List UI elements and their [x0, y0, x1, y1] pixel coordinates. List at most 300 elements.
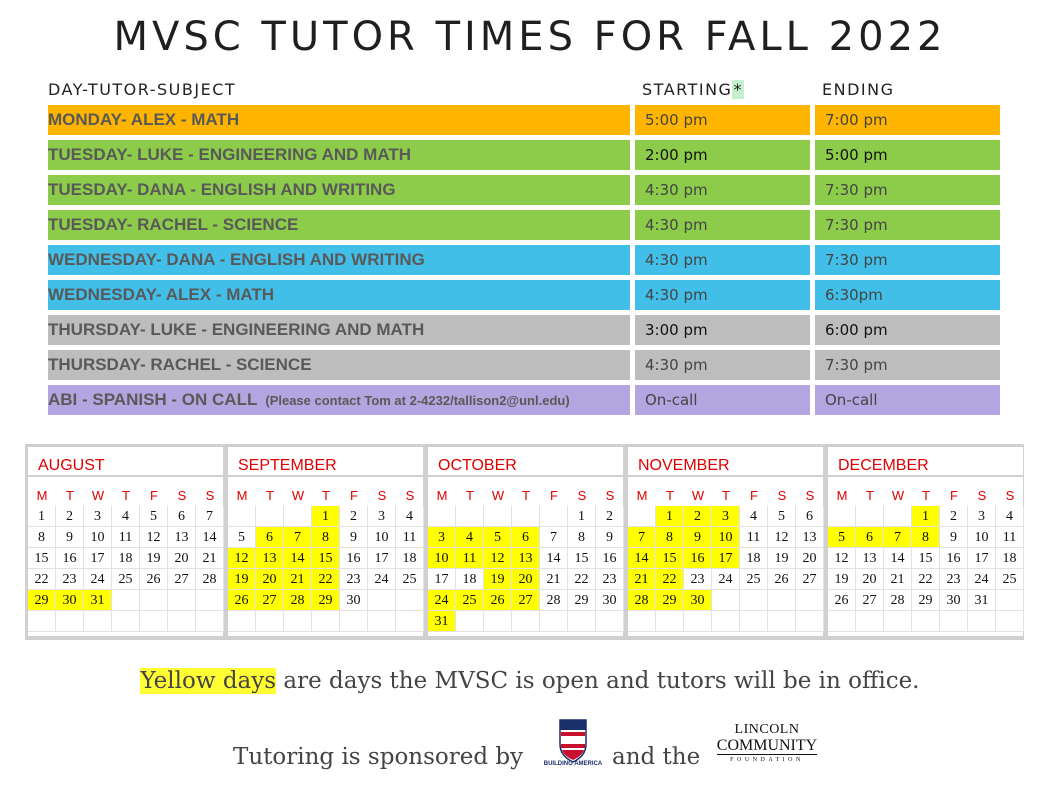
calendar-day: 27 — [856, 590, 884, 611]
calendar-day: 13 — [796, 527, 824, 548]
calendar-empty-cell — [540, 611, 568, 632]
calendar-day: 18 — [996, 548, 1024, 569]
calendar-day: 29 — [568, 590, 596, 611]
schedule-row-end: 5:00 pm — [815, 140, 1000, 170]
calendar-empty-cell — [996, 611, 1024, 632]
header-ending: ENDING — [822, 80, 895, 99]
calendar-day: 19 — [228, 569, 256, 590]
calendar-day: 25 — [396, 569, 424, 590]
calendar-empty-cell — [828, 506, 856, 527]
weekday-label: T — [66, 488, 74, 503]
calendar-day: 3 — [368, 506, 396, 527]
calendar-empty-cell — [228, 611, 256, 632]
calendar-day: 29 — [28, 590, 56, 611]
calendar-empty-cell — [856, 506, 884, 527]
calendar-day: 17 — [712, 548, 740, 569]
calendar — [25, 444, 1024, 640]
calendar-day: 23 — [340, 569, 368, 590]
calendar-day: 5 — [768, 506, 796, 527]
weekday-label: S — [777, 488, 787, 503]
calendar-day: 17 — [428, 569, 456, 590]
calendar-day: 25 — [112, 569, 140, 590]
calendar-empty-cell — [796, 590, 824, 611]
calendar-empty-cell — [168, 611, 196, 632]
calendar-day: 15 — [656, 548, 684, 569]
schedule-row-label: MONDAY- ALEX - MATH — [48, 110, 240, 129]
schedule-row-start: 2:00 pm — [635, 140, 810, 170]
schedule-row-label: TUESDAY- DANA - ENGLISH AND WRITING — [48, 180, 396, 199]
calendar-empty-cell — [596, 611, 624, 632]
calendar-empty-cell — [856, 611, 884, 632]
weekday-label: S — [577, 488, 587, 503]
calendar-day: 21 — [884, 569, 912, 590]
calendar-day: 4 — [396, 506, 424, 527]
header-day-tutor-subject: DAY-TUTOR-SUBJECT — [48, 80, 237, 99]
calendar-empty-cell — [768, 590, 796, 611]
schedule-row-label: TUESDAY- LUKE - ENGINEERING AND MATH — [48, 145, 412, 164]
weekday-label: T — [322, 488, 330, 503]
calendar-day: 22 — [28, 569, 56, 590]
calendar-empty-cell — [740, 611, 768, 632]
calendar-month — [628, 447, 823, 636]
calendar-day: 15 — [912, 548, 940, 569]
weekday-label: M — [36, 488, 48, 503]
schedule-row-name — [48, 385, 630, 415]
calendar-day: 5 — [484, 527, 512, 548]
calendar-day: 16 — [684, 548, 712, 569]
calendar-day: 12 — [828, 548, 856, 569]
weekday-label: F — [550, 488, 558, 503]
calendar-empty-cell — [740, 590, 768, 611]
calendar-day: 9 — [684, 527, 712, 548]
calendar-day: 10 — [968, 527, 996, 548]
month-title: AUGUST — [28, 447, 223, 477]
weekday-label: T — [722, 488, 730, 503]
sponsor-text: Tutoring is sponsored by — [233, 744, 524, 770]
calendar-day: 13 — [856, 548, 884, 569]
calendar-day: 9 — [940, 527, 968, 548]
weekday-label: W — [491, 488, 505, 503]
calendar-day: 11 — [996, 527, 1024, 548]
calendar-day: 19 — [828, 569, 856, 590]
weekday-label: T — [866, 488, 874, 503]
calendar-empty-cell — [340, 611, 368, 632]
calendar-empty-cell — [140, 590, 168, 611]
calendar-day: 23 — [940, 569, 968, 590]
calendar-day: 7 — [540, 527, 568, 548]
schedule-row-end: 7:00 pm — [815, 105, 1000, 135]
calendar-day: 31 — [84, 590, 112, 611]
calendar-day: 27 — [796, 569, 824, 590]
calendar-day: 15 — [312, 548, 340, 569]
calendar-empty-cell — [512, 611, 540, 632]
schedule-row-name — [48, 175, 630, 205]
calendar-day: 18 — [112, 548, 140, 569]
calendar-day: 30 — [340, 590, 368, 611]
schedule-row-note: (Please contact Tom at 2-4232/tallison2@unl.edu) — [265, 392, 570, 408]
calendar-day: 6 — [796, 506, 824, 527]
calendar-day: 1 — [912, 506, 940, 527]
schedule-row-start: 3:00 pm — [635, 315, 810, 345]
calendar-day: 27 — [512, 590, 540, 611]
calendar-empty-cell — [112, 590, 140, 611]
weekday-label: W — [291, 488, 305, 503]
month-title: NOVEMBER — [628, 447, 823, 477]
calendar-day: 5 — [140, 506, 168, 527]
calendar-empty-cell — [284, 506, 312, 527]
weekday-label: M — [836, 488, 848, 503]
weekday-label: F — [150, 488, 158, 503]
weekday-label: W — [691, 488, 705, 503]
schedule-row-end: 7:30 pm — [815, 350, 1000, 380]
calendar-day: 20 — [796, 548, 824, 569]
weekday-label: F — [350, 488, 358, 503]
schedule-row-name — [48, 140, 630, 170]
calendar-day: 4 — [456, 527, 484, 548]
calendar-day: 19 — [484, 569, 512, 590]
calendar-day: 30 — [684, 590, 712, 611]
calendar-day: 7 — [884, 527, 912, 548]
calendar-day: 11 — [112, 527, 140, 548]
calendar-day: 20 — [512, 569, 540, 590]
calendar-day: 30 — [940, 590, 968, 611]
calendar-empty-cell — [684, 611, 712, 632]
schedule-row-name — [48, 350, 630, 380]
calendar-day: 22 — [656, 569, 684, 590]
calendar-day: 8 — [656, 527, 684, 548]
schedule-row-start: 4:30 pm — [635, 245, 810, 275]
calendar-day: 25 — [996, 569, 1024, 590]
calendar-day: 11 — [740, 527, 768, 548]
weekday-label: T — [666, 488, 674, 503]
calendar-day: 14 — [540, 548, 568, 569]
calendar-empty-cell — [568, 611, 596, 632]
calendar-day: 29 — [312, 590, 340, 611]
weekday-label: S — [977, 488, 987, 503]
schedule-row-start: 4:30 pm — [635, 175, 810, 205]
calendar-empty-cell — [484, 506, 512, 527]
calendar-day: 13 — [512, 548, 540, 569]
calendar-empty-cell — [112, 611, 140, 632]
calendar-day: 3 — [84, 506, 112, 527]
calendar-day: 2 — [56, 506, 84, 527]
calendar-empty-cell — [84, 611, 112, 632]
calendar-day: 28 — [284, 590, 312, 611]
calendar-day: 20 — [856, 569, 884, 590]
lcf-line1: LINCOLN — [734, 722, 800, 737]
schedule-row-name — [48, 105, 630, 135]
weekday-label: F — [750, 488, 758, 503]
calendar-day: 12 — [484, 548, 512, 569]
calendar-day: 28 — [628, 590, 656, 611]
calendar-day: 23 — [684, 569, 712, 590]
calendar-day: 18 — [456, 569, 484, 590]
weekday-label: S — [377, 488, 387, 503]
lincoln-community-foundation-logo — [712, 722, 822, 772]
calendar-day: 23 — [56, 569, 84, 590]
schedule-row-label: ABI - SPANISH - ON CALL — [48, 390, 258, 409]
calendar-day: 24 — [428, 590, 456, 611]
union-pacific-logo — [538, 718, 608, 770]
calendar-day: 19 — [768, 548, 796, 569]
calendar-day: 27 — [168, 569, 196, 590]
calendar-day: 5 — [228, 527, 256, 548]
weekday-label: T — [266, 488, 274, 503]
calendar-day: 26 — [484, 590, 512, 611]
calendar-day: 17 — [84, 548, 112, 569]
schedule-row-end: 6:30pm — [815, 280, 1000, 310]
schedule-row-end: 7:30 pm — [815, 210, 1000, 240]
weekday-label: S — [405, 488, 415, 503]
calendar-day: 11 — [396, 527, 424, 548]
schedule-row-start: 4:30 pm — [635, 280, 810, 310]
calendar-day: 6 — [512, 527, 540, 548]
weekday-label: M — [236, 488, 248, 503]
lcf-line3: FOUNDATION — [730, 757, 804, 763]
calendar-day: 27 — [256, 590, 284, 611]
calendar-month — [228, 447, 423, 636]
weekday-label: M — [636, 488, 648, 503]
calendar-day: 13 — [256, 548, 284, 569]
calendar-day: 19 — [140, 548, 168, 569]
calendar-day: 9 — [56, 527, 84, 548]
calendar-day: 6 — [256, 527, 284, 548]
calendar-empty-cell — [228, 506, 256, 527]
calendar-day: 26 — [828, 590, 856, 611]
calendar-empty-cell — [396, 611, 424, 632]
calendar-day: 3 — [968, 506, 996, 527]
weekday-label: T — [122, 488, 130, 503]
calendar-empty-cell — [912, 611, 940, 632]
calendar-empty-cell — [940, 611, 968, 632]
calendar-day: 15 — [28, 548, 56, 569]
weekday-label: F — [950, 488, 958, 503]
calendar-empty-cell — [768, 611, 796, 632]
calendar-day: 20 — [168, 548, 196, 569]
calendar-empty-cell — [368, 590, 396, 611]
calendar-day: 1 — [656, 506, 684, 527]
calendar-day: 8 — [568, 527, 596, 548]
calendar-day: 8 — [312, 527, 340, 548]
calendar-day: 12 — [140, 527, 168, 548]
header-starting-mark: * — [733, 80, 743, 99]
calendar-empty-cell — [712, 611, 740, 632]
schedule-row-end: On-call — [815, 385, 1000, 415]
calendar-day: 18 — [396, 548, 424, 569]
calendar-day: 20 — [256, 569, 284, 590]
calendar-day: 4 — [112, 506, 140, 527]
calendar-day: 12 — [768, 527, 796, 548]
calendar-day: 23 — [596, 569, 624, 590]
calendar-empty-cell — [256, 506, 284, 527]
schedule-row-name — [48, 280, 630, 310]
schedule-row-label: THURSDAY- RACHEL - SCIENCE — [48, 355, 312, 374]
calendar-empty-cell — [628, 506, 656, 527]
schedule-row-name — [48, 315, 630, 345]
calendar-day: 10 — [712, 527, 740, 548]
calendar-day: 28 — [196, 569, 224, 590]
calendar-day: 26 — [768, 569, 796, 590]
calendar-empty-cell — [28, 611, 56, 632]
month-title: DECEMBER — [828, 447, 1023, 477]
schedule-row-end: 6:00 pm — [815, 315, 1000, 345]
calendar-empty-cell — [56, 611, 84, 632]
calendar-day: 22 — [568, 569, 596, 590]
calendar-day: 2 — [340, 506, 368, 527]
calendar-day: 29 — [912, 590, 940, 611]
calendar-day: 21 — [540, 569, 568, 590]
calendar-day: 8 — [912, 527, 940, 548]
calendar-day: 24 — [712, 569, 740, 590]
calendar-day: 10 — [84, 527, 112, 548]
calendar-day: 14 — [196, 527, 224, 548]
schedule-row-start: 4:30 pm — [635, 210, 810, 240]
page-title: MVSC TUTOR TIMES FOR FALL 2022 — [113, 14, 947, 60]
calendar-day: 13 — [168, 527, 196, 548]
calendar-day: 25 — [740, 569, 768, 590]
calendar-empty-cell — [512, 506, 540, 527]
calendar-day: 22 — [912, 569, 940, 590]
calendar-empty-cell — [796, 611, 824, 632]
calendar-empty-cell — [396, 590, 424, 611]
header-starting-label: STARTING — [642, 80, 733, 99]
calendar-empty-cell — [284, 611, 312, 632]
weekday-label: T — [922, 488, 930, 503]
schedule-row-label: WEDNESDAY- ALEX - MATH — [48, 285, 275, 304]
calendar-empty-cell — [456, 611, 484, 632]
calendar-day: 25 — [456, 590, 484, 611]
calendar-empty-cell — [368, 611, 396, 632]
calendar-day: 10 — [368, 527, 396, 548]
calendar-empty-cell — [196, 611, 224, 632]
calendar-day: 2 — [684, 506, 712, 527]
calendar-empty-cell — [484, 611, 512, 632]
weekday-label: S — [205, 488, 215, 503]
calendar-empty-cell — [312, 611, 340, 632]
calendar-day: 26 — [140, 569, 168, 590]
calendar-day: 21 — [628, 569, 656, 590]
calendar-day: 31 — [428, 611, 456, 632]
calendar-day: 14 — [284, 548, 312, 569]
calendar-month — [428, 447, 623, 636]
calendar-day: 16 — [340, 548, 368, 569]
calendar-empty-cell — [968, 611, 996, 632]
calendar-day: 28 — [540, 590, 568, 611]
schedule-row-start: On-call — [635, 385, 810, 415]
calendar-day: 7 — [284, 527, 312, 548]
calendar-day: 24 — [368, 569, 396, 590]
calendar-day: 1 — [568, 506, 596, 527]
calendar-empty-cell — [656, 611, 684, 632]
calendar-day: 16 — [596, 548, 624, 569]
weekday-label: W — [91, 488, 105, 503]
legend-text: are days the MVSC is open and tutors will be in office. — [276, 668, 920, 694]
calendar-day: 7 — [196, 506, 224, 527]
schedule-row-label: TUESDAY- RACHEL - SCIENCE — [48, 215, 299, 234]
calendar-day: 17 — [968, 548, 996, 569]
weekday-label: T — [466, 488, 474, 503]
weekday-label: S — [1005, 488, 1015, 503]
sponsor-middle-text: and the — [612, 744, 701, 770]
schedule-row-label: WEDNESDAY- DANA - ENGLISH AND WRITING — [48, 250, 425, 269]
weekday-label: S — [177, 488, 187, 503]
calendar-day: 8 — [28, 527, 56, 548]
calendar-month — [28, 447, 223, 636]
schedule-row-end: 7:30 pm — [815, 245, 1000, 275]
calendar-day: 1 — [28, 506, 56, 527]
calendar-day: 17 — [368, 548, 396, 569]
calendar-empty-cell — [540, 506, 568, 527]
calendar-day: 31 — [968, 590, 996, 611]
calendar-day: 30 — [596, 590, 624, 611]
calendar-day: 21 — [196, 548, 224, 569]
calendar-empty-cell — [628, 611, 656, 632]
calendar-empty-cell — [712, 590, 740, 611]
legend — [0, 668, 1060, 694]
calendar-day: 2 — [596, 506, 624, 527]
schedule-row-start: 5:00 pm — [635, 105, 810, 135]
schedule-row-end: 7:30 pm — [815, 175, 1000, 205]
calendar-empty-cell — [428, 506, 456, 527]
calendar-empty-cell — [256, 611, 284, 632]
calendar-empty-cell — [140, 611, 168, 632]
weekday-label: S — [605, 488, 615, 503]
calendar-day: 3 — [428, 527, 456, 548]
month-title: OCTOBER — [428, 447, 623, 477]
calendar-day: 14 — [628, 548, 656, 569]
header-starting — [642, 80, 744, 99]
calendar-day: 26 — [228, 590, 256, 611]
calendar-day: 28 — [884, 590, 912, 611]
calendar-day: 6 — [168, 506, 196, 527]
calendar-day: 11 — [456, 548, 484, 569]
calendar-day: 14 — [884, 548, 912, 569]
calendar-day: 21 — [284, 569, 312, 590]
schedule-row-name — [48, 245, 630, 275]
calendar-day: 5 — [828, 527, 856, 548]
calendar-day: 6 — [856, 527, 884, 548]
calendar-day: 30 — [56, 590, 84, 611]
month-title: SEPTEMBER — [228, 447, 423, 477]
calendar-day: 18 — [740, 548, 768, 569]
calendar-day: 4 — [740, 506, 768, 527]
calendar-month — [828, 447, 1023, 636]
calendar-day: 1 — [312, 506, 340, 527]
calendar-empty-cell — [168, 590, 196, 611]
calendar-empty-cell — [828, 611, 856, 632]
weekday-label: M — [436, 488, 448, 503]
calendar-day: 16 — [56, 548, 84, 569]
calendar-day: 2 — [940, 506, 968, 527]
calendar-day: 3 — [712, 506, 740, 527]
schedule-row-label: THURSDAY- LUKE - ENGINEERING AND MATH — [48, 320, 425, 339]
calendar-day: 9 — [340, 527, 368, 548]
calendar-day: 24 — [968, 569, 996, 590]
calendar-empty-cell — [456, 506, 484, 527]
weekday-label: S — [805, 488, 815, 503]
calendar-day: 16 — [940, 548, 968, 569]
calendar-day: 12 — [228, 548, 256, 569]
schedule-row-start: 4:30 pm — [635, 350, 810, 380]
calendar-empty-cell — [884, 611, 912, 632]
lcf-line2: COMMUNITY — [716, 737, 818, 754]
legend-highlight: Yellow days — [140, 668, 277, 694]
schedule-row-name — [48, 210, 630, 240]
calendar-empty-cell — [196, 590, 224, 611]
calendar-day: 22 — [312, 569, 340, 590]
up-logo-bottom: BUILDING AMERICA — [543, 761, 603, 767]
calendar-empty-cell — [996, 590, 1024, 611]
